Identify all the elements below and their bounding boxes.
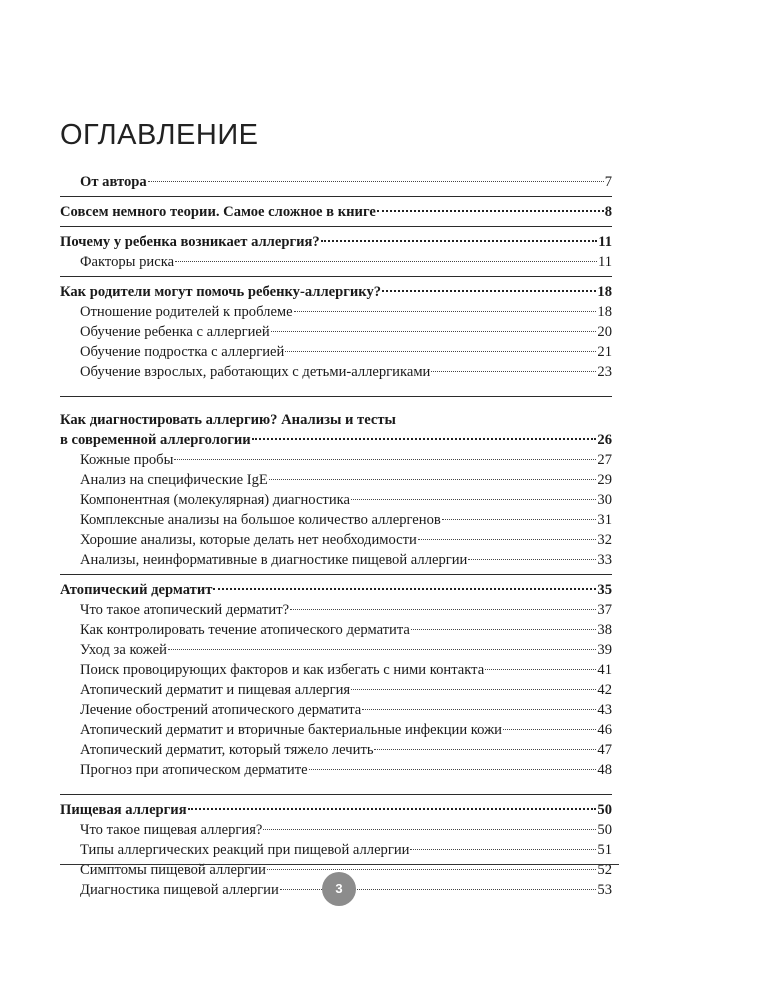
toc-entry-title: Почему у ребенка возникает аллергия?: [60, 234, 320, 250]
toc-entry-title: Лечение обострений атопического дерматита: [80, 702, 362, 718]
toc-section: [60, 172, 612, 197]
toc-section: [60, 277, 612, 397]
toc-subentry[interactable]: [60, 470, 612, 490]
toc-subentry[interactable]: [60, 450, 612, 470]
toc-entry-page: 39: [597, 642, 612, 658]
toc-section: [60, 575, 612, 795]
toc-subentry[interactable]: [60, 700, 612, 720]
toc-subentry[interactable]: [60, 760, 612, 780]
toc-entry-page: 11: [597, 254, 612, 270]
toc-entry-title: Обучение ребенка с аллергией: [80, 324, 270, 340]
toc-section: [60, 227, 612, 277]
toc-chapter-entry[interactable]: [60, 232, 612, 252]
toc-entry-page: 20: [597, 324, 612, 340]
toc-entry-title: Обучение взрослых, работающих с детьми-аллергиками: [80, 364, 431, 380]
toc-subentry[interactable]: [60, 302, 612, 322]
toc-entry-page: 31: [597, 512, 612, 528]
toc-entry-title: Комплексные анализы на большое количество аллергенов: [80, 512, 441, 528]
toc-entry-page: 50: [597, 802, 612, 818]
toc-entry-title: Что такое атопический дерматит?: [80, 602, 290, 618]
toc-entry-page: 41: [597, 662, 612, 678]
dot-leader: [351, 499, 596, 500]
dot-leader: [252, 438, 597, 440]
toc-entry-title: Диагностика пищевой аллергии: [80, 882, 279, 898]
toc-entry-title: Уход за кожей: [80, 642, 167, 658]
toc-entry-title: Пищевая аллергия: [60, 802, 187, 818]
toc-entry-page: 50: [597, 822, 612, 838]
toc-entry-title: в современной аллергологии: [60, 432, 251, 448]
toc-entry-page: 37: [597, 602, 612, 618]
dot-leader: [309, 769, 597, 770]
toc-entry-title: От автора: [80, 174, 147, 190]
toc-subentry[interactable]: [60, 640, 612, 660]
toc-subentry[interactable]: [60, 362, 612, 382]
dot-leader: [271, 331, 597, 332]
dot-leader: [468, 559, 596, 560]
dot-leader: [188, 808, 597, 810]
dot-leader: [431, 371, 596, 372]
toc-entry-page: 8: [604, 204, 612, 220]
toc-entry-page: 23: [597, 364, 612, 380]
dot-leader: [168, 649, 596, 650]
toc-entry-page: 52: [597, 862, 612, 878]
toc-heading-line: Как диагностировать аллергию? Анализы и тесты: [60, 412, 396, 428]
toc-chapter-entry[interactable]: [60, 282, 612, 302]
dot-leader: [442, 519, 597, 520]
toc-subentry[interactable]: [60, 840, 612, 860]
toc-entry-title: Хорошие анализы, которые делать нет необходимости: [80, 532, 417, 548]
dot-leader: [377, 210, 604, 212]
dot-leader: [267, 869, 596, 870]
toc-entry-page: 48: [597, 762, 612, 778]
dot-leader: [269, 479, 597, 480]
dot-leader: [213, 588, 596, 590]
toc-section: [60, 397, 612, 575]
toc-entry-page: 43: [597, 702, 612, 718]
toc-entry-page: 42: [597, 682, 612, 698]
dot-leader: [351, 689, 596, 690]
toc-subentry[interactable]: [60, 172, 612, 192]
dot-leader: [174, 459, 596, 460]
toc-subentry[interactable]: [60, 620, 612, 640]
toc-entry-page: 27: [597, 452, 612, 468]
page-title: ОГЛАВЛЕНИЕ: [60, 119, 259, 151]
toc-subentry[interactable]: [60, 342, 612, 362]
toc-chapter-entry[interactable]: [60, 800, 612, 820]
toc-entry-title: Атопический дерматит и вторичные бактериальные инфекции кожи: [80, 722, 502, 738]
dot-leader: [294, 311, 597, 312]
toc-entry-page: 26: [597, 432, 612, 448]
toc-chapter-entry[interactable]: [60, 202, 612, 222]
toc-entry-title: Симптомы пищевой аллергии: [80, 862, 266, 878]
toc-subentry[interactable]: [60, 490, 612, 510]
toc-entry-page: 33: [597, 552, 612, 568]
dot-leader: [285, 351, 596, 352]
dot-leader: [485, 669, 596, 670]
toc-entry-title: Обучение подростка с аллергией: [80, 344, 285, 360]
dot-leader: [263, 829, 596, 830]
toc-entry-page: 38: [597, 622, 612, 638]
toc-entry-page: 11: [598, 234, 612, 250]
dot-leader: [362, 709, 596, 710]
toc-entry-title: Факторы риска: [80, 254, 175, 270]
toc-entry-page: 7: [604, 174, 612, 190]
toc-section: [60, 197, 612, 227]
dot-leader: [410, 849, 596, 850]
toc-entry-page: 21: [597, 344, 612, 360]
dot-leader: [148, 181, 604, 182]
toc-subentry[interactable]: [60, 660, 612, 680]
toc-subentry[interactable]: [60, 720, 612, 740]
toc-entry-title: Прогноз при атопическом дерматите: [80, 762, 308, 778]
toc-entry-title: Атопический дерматит: [60, 582, 213, 598]
toc-entry-title: Что такое пищевая аллергия?: [80, 822, 263, 838]
toc-entry-title: Анализ на специфические IgE: [80, 472, 268, 488]
dot-leader: [321, 240, 598, 242]
dot-leader: [418, 539, 597, 540]
toc-subentry[interactable]: [60, 322, 612, 342]
toc-entry-title: Анализы, неинформативные в диагностике пищевой аллергии: [80, 552, 468, 568]
toc-chapter-entry[interactable]: [60, 430, 612, 450]
dot-leader: [503, 729, 596, 730]
toc-entry-title: Совсем немного теории. Самое сложное в книге: [60, 204, 376, 220]
toc-entry-title: Отношение родителей к проблеме: [80, 304, 293, 320]
toc-entry-title: Атопический дерматит и пищевая аллергия: [80, 682, 351, 698]
toc-chapter-entry[interactable]: [60, 580, 612, 600]
footer-rule: [60, 864, 619, 865]
toc-entry-title: Атопический дерматит, который тяжело лечить: [80, 742, 374, 758]
dot-leader: [175, 261, 597, 262]
toc-subentry[interactable]: [60, 510, 612, 530]
toc-subentry[interactable]: [60, 680, 612, 700]
toc-entry-page: 35: [597, 582, 612, 598]
toc-subentry[interactable]: [60, 600, 612, 620]
toc-entry-page: 32: [597, 532, 612, 548]
toc-entry-page: 47: [597, 742, 612, 758]
dot-leader: [382, 290, 596, 292]
toc-entry-page: 18: [597, 284, 612, 300]
page-number-badge: 3: [322, 872, 356, 906]
toc-entry-page: 53: [597, 882, 612, 898]
toc-subentry[interactable]: [60, 530, 612, 550]
toc-entry-page: 18: [597, 304, 612, 320]
toc-entry-page: 51: [597, 842, 612, 858]
toc-subentry[interactable]: [60, 550, 612, 570]
toc-entry-title: Компонентная (молекулярная) диагностика: [80, 492, 350, 508]
toc-entry-title: Поиск провоцирующих факторов и как избегать с ними контакта: [80, 662, 485, 678]
dot-leader: [411, 629, 597, 630]
toc-entry-page: 29: [597, 472, 612, 488]
toc-entry-page: 30: [597, 492, 612, 508]
table-of-contents: [60, 172, 612, 904]
toc-subentry[interactable]: [60, 740, 612, 760]
toc-subentry[interactable]: [60, 252, 612, 272]
toc-entry-title: Как родители могут помочь ребенку-аллергику?: [60, 284, 382, 300]
dot-leader: [374, 749, 596, 750]
toc-entry-page: 46: [597, 722, 612, 738]
toc-entry-title: Как контролировать течение атопического дерматита: [80, 622, 410, 638]
toc-entry-title: Кожные пробы: [80, 452, 174, 468]
toc-subentry[interactable]: [60, 820, 612, 840]
toc-entry-title: Типы аллергических реакций при пищевой аллергии: [80, 842, 410, 858]
dot-leader: [290, 609, 596, 610]
